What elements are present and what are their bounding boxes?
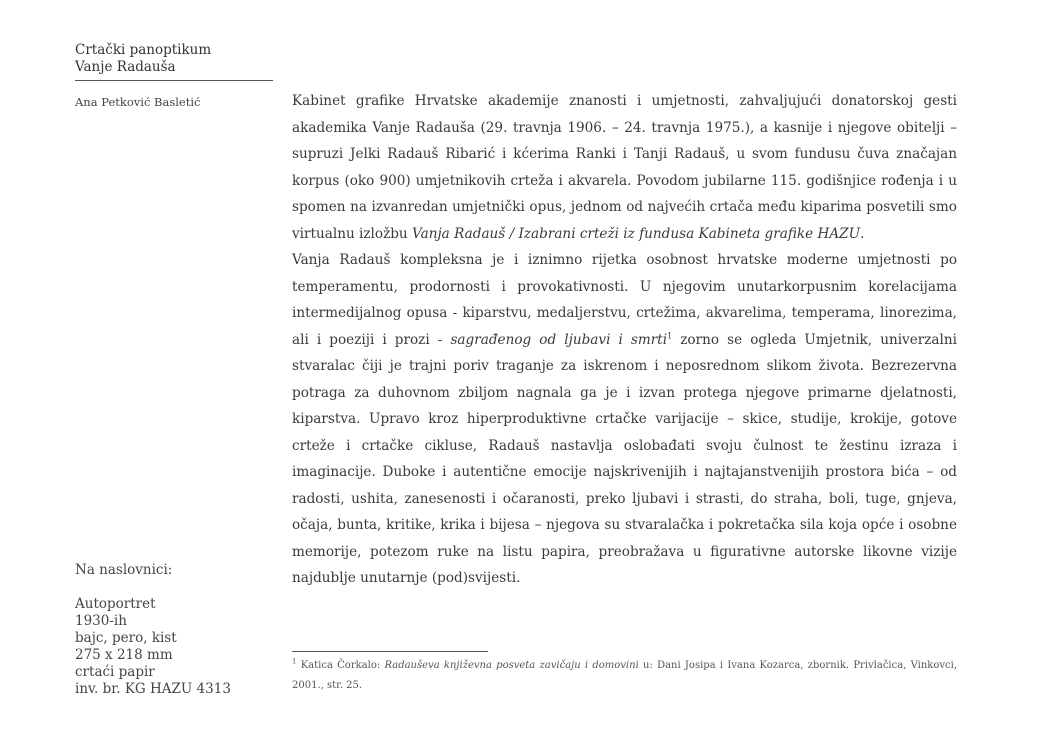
cover-caption (75, 562, 295, 698)
caption-line-technique: bajc, pero, kist (75, 630, 177, 646)
paragraph-1 (292, 88, 957, 247)
footnote (292, 656, 957, 696)
document-title-line-1: Crtački panoptikum (75, 42, 212, 58)
document-title (75, 42, 273, 81)
footnote-work-title: Radauševa književna posveta zavičaju i domovini (384, 660, 639, 671)
document-title-line-2: Vanje Radauša (75, 59, 176, 75)
paragraph-1-text: Kabinet grafike Hrvatske akademije znanosti i umjetnosti, zahvaljujući donatorskoj gesti akademika Vanje Radauša (29. travnja 1906. – 24. travnja 1975.), a kasnije i njegove obitelji – supruzi Jelki Radauš Ribarić i kćerima Ranki i Tanji Radauš, u svom fundusu čuva značajan korpus (oko 900) umjetnikovih crteža i akvarela. Povodom jubilarne 115. godišnjice rođenja i u spomen na izvanredan umjetnički opus, jednom od najvećih crtača među kiparima posvetili smo virtualnu izložbu (292, 93, 957, 242)
footnote-author: Katica Čorkalo: (296, 660, 385, 671)
footnote-divider (292, 651, 488, 652)
main-text (292, 88, 957, 592)
footnote-source: u: Dani Josipa i Ivana Kozarca, zbornik. Privlačica, Vinkovci, 2001., str. 25. (292, 660, 958, 691)
caption-line-title: Autoportret (75, 596, 156, 612)
caption-line-date: 1930-ih (75, 613, 127, 629)
paragraph-1-end: . (860, 225, 865, 242)
quoted-phrase: sagrađenog od ljubavi i smrti (450, 331, 668, 348)
caption-heading: Na naslovnici: (75, 562, 173, 578)
paragraph-2 (292, 247, 957, 592)
sidebar (75, 42, 273, 109)
footnote-reference[interactable]: 1 (667, 330, 673, 340)
footnote-number: 1 (292, 657, 297, 666)
author-name: Ana Petković Basletić (75, 95, 201, 109)
caption-line-dimensions: 275 x 218 mm (75, 647, 173, 663)
caption-line-inventory: inv. br. KG HAZU 4313 (75, 681, 231, 697)
caption-line-paper: crtaći papir (75, 664, 155, 680)
exhibition-title: Vanja Radauš / Izabrani crteži iz fundusa Kabineta grafike HAZU (412, 225, 861, 242)
paragraph-2-text-a: Vanja Radauš kompleksna je i iznimno rijetka osobnost hrvatske moderne umjetnosti po temperamentu, prodornosti i provokativnosti. U njegovim unutarkorpusnim korelacijama intermedijalnog opusa - kiparstvu, medaljerstvu, crtežima, akvarelima, temperama, linorezima, ali i poeziji i prozi - (292, 252, 957, 348)
paragraph-2-text-b: zorno se ogleda Umjetnik, univerzalni stvaralac čiji je trajni poriv traganje za iskrenom i neposrednom slikom života. Bezrezervna potraga za duhovnom zbiljom nagnala ga je i izvan protega njegove primarne djelatnosti, kiparstva. Upravo kroz hiperproduktivne crtačke varijacije – skice, studije, krokije, gotove crteže i crtačke cikluse, Radauš nastavlja oslobađati svoju čulnost te žestinu izraza i imaginacije. Duboke i autentične emocije najskrivenijih i najtajanstvenijih prostora bića – od radosti, ushita, zanesenosti i očaranosti, preko ljubavi i strasti, do straha, boli, tuge, gnjeva, očaja, bunta, kritike, krika i bijesa – njegova su stvaralačka i pokretačka sila koja opće i osobne memorije, potezom ruke na listu papira, preobražava u figurativne autorske likovne vizije najdublje unutarnje (pod)svijesti. (292, 331, 957, 586)
